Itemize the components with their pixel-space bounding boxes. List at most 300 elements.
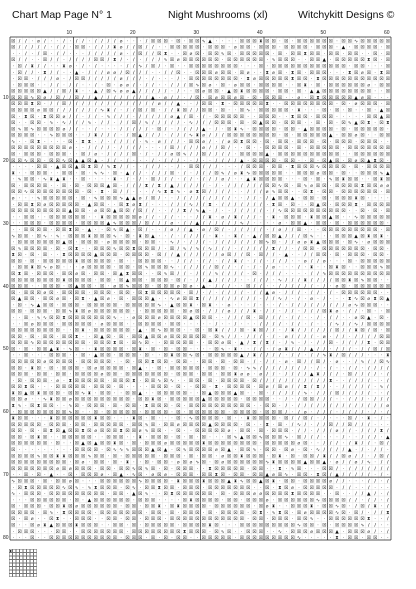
stitch-cell: ·	[158, 215, 160, 221]
stitch-cell: ·	[272, 139, 275, 145]
stitch-cell: ·	[291, 190, 294, 196]
stitch-cell: ☒	[112, 378, 117, 384]
stitch-cell: ☒	[284, 190, 289, 196]
stitch-cell: ☒	[68, 435, 73, 441]
stitch-cell: ∿	[17, 177, 22, 183]
stitch-cell: ·	[183, 139, 186, 145]
stitch-cell: ·	[114, 297, 116, 303]
stitch-cell: ☒	[61, 466, 67, 472]
stitch-cell: ☒	[176, 473, 181, 479]
stitch-cell: ☒	[246, 165, 251, 171]
stitch-cell: ⌀	[253, 492, 256, 498]
stitch-cell: ·	[374, 309, 376, 315]
stitch-cell: ·	[177, 485, 180, 491]
stitch-cell: ☒	[163, 435, 168, 441]
stitch-cell: ·	[69, 297, 72, 303]
stitch-cell: ·	[88, 385, 91, 391]
stitch-cell: ☒	[80, 221, 86, 227]
stitch-cell: ☒	[195, 479, 200, 485]
stitch-cell: /	[234, 290, 237, 296]
stitch-cell: ⧗	[100, 190, 104, 196]
stitch-cell: ☒	[36, 492, 41, 498]
stitch-cell: ☒	[182, 523, 187, 529]
stitch-cell: ·	[120, 504, 122, 510]
stitch-cell: ☒	[227, 416, 232, 422]
stitch-cell: ⧗	[316, 473, 320, 479]
stitch-cell: ·	[374, 315, 376, 321]
stitch-cell: ☒	[42, 341, 47, 347]
stitch-cell: ☒	[379, 271, 384, 277]
stitch-cell: ⌀	[68, 146, 72, 152]
stitch-cell: ☒	[138, 334, 143, 340]
stitch-cell: ☒	[74, 77, 79, 83]
stitch-cell: ·	[368, 177, 370, 183]
stitch-cell: ·	[107, 460, 110, 466]
stitch-cell: ☒	[23, 360, 28, 366]
stitch-cell: ·	[171, 435, 173, 441]
stitch-cell: ·	[380, 529, 383, 535]
stitch-cell: ☒	[188, 397, 194, 403]
stitch-cell: ☒	[334, 139, 340, 145]
stitch-cell: ☒	[296, 510, 301, 516]
stitch-cell: ☒	[182, 360, 187, 366]
stitch-cell: ⧗	[30, 366, 34, 372]
stitch-cell: ⧗	[144, 404, 149, 410]
stitch-cell: ·	[82, 133, 84, 139]
stitch-cell: ☒	[138, 315, 143, 321]
stitch-cell: ·	[228, 347, 230, 353]
stitch-cell: ⧗	[94, 347, 98, 353]
stitch-cell: ☒	[188, 77, 194, 83]
stitch-cell: ☒	[360, 290, 365, 296]
stitch-cell: ·	[374, 83, 376, 89]
stitch-cell: /	[82, 102, 84, 108]
stitch-cell: /	[139, 177, 141, 183]
stitch-cell: /	[209, 190, 211, 196]
stitch-cell: ⌀	[348, 303, 352, 309]
stitch-cell: ☒	[11, 152, 16, 158]
stitch-cell: ☒	[23, 102, 28, 108]
stitch-cell: ·	[260, 139, 262, 145]
stitch-cell: /	[25, 58, 27, 64]
stitch-cell: ☒	[23, 441, 28, 447]
stitch-cell: ·	[12, 303, 14, 309]
stitch-cell: ☒	[271, 410, 276, 416]
stitch-cell: ☒	[131, 536, 136, 542]
stitch-cell: ·	[82, 51, 84, 57]
stitch-cell: ☒	[106, 227, 111, 233]
stitch-cell: ☒	[252, 460, 257, 466]
stitch-cell: ☒	[55, 278, 60, 284]
stitch-cell: ⌀	[272, 290, 275, 296]
stitch-cell: ⌀	[234, 95, 237, 101]
stitch-cell: ☒	[379, 315, 384, 321]
stitch-cell: /	[113, 39, 116, 45]
stitch-cell: ▲	[379, 114, 384, 120]
stitch-cell: ☒	[360, 89, 365, 95]
stitch-cell: ☒	[169, 441, 174, 447]
stitch-cell: /	[291, 385, 294, 391]
stitch-cell: /	[171, 95, 173, 101]
stitch-cell: ☒	[131, 448, 136, 454]
stitch-cell: ☒	[119, 309, 124, 315]
stitch-cell: ☒	[93, 303, 98, 309]
stitch-cell: ▲	[125, 196, 130, 202]
stitch-cell: ☒	[80, 253, 86, 259]
stitch-cell: /	[317, 259, 319, 265]
stitch-cell: ☒	[258, 454, 263, 460]
stitch-cell: ·	[323, 290, 326, 296]
stitch-cell: ☒	[30, 246, 35, 252]
stitch-cell: ☒	[182, 473, 187, 479]
stitch-cell: /	[291, 315, 294, 321]
stitch-cell: ☒	[290, 64, 295, 70]
stitch-cell: ☒	[17, 209, 22, 215]
stitch-cell: /	[266, 353, 268, 359]
stitch-cell: ⧗	[354, 202, 358, 208]
stitch-cell: ☒	[17, 378, 22, 384]
stitch-cell: ☒	[42, 466, 47, 472]
stitch-cell: ☒	[303, 102, 308, 108]
stitch-cell: ☒	[87, 523, 92, 529]
stitch-cell: ⌀	[132, 315, 136, 321]
stitch-cell: ☒	[328, 39, 333, 45]
stitch-cell: /	[221, 152, 224, 158]
stitch-cell: ☒	[303, 448, 308, 454]
stitch-cell: ☒	[55, 114, 60, 120]
stitch-cell: /	[139, 121, 141, 127]
stitch-cell: ☒	[201, 517, 206, 523]
stitch-cell: ☒	[182, 366, 187, 372]
stitch-cell: ·	[202, 51, 205, 57]
stitch-cell: /	[355, 378, 357, 384]
stitch-cell: ·	[50, 253, 53, 259]
stitch-cell: /	[94, 70, 97, 76]
stitch-cell: ☒	[125, 485, 130, 491]
stitch-cell: /	[209, 259, 211, 265]
stitch-cell: ⌀	[68, 479, 72, 485]
stitch-cell: ☒	[176, 39, 181, 45]
stitch-cell: ·	[164, 297, 167, 303]
stitch-cell: ·	[310, 410, 313, 416]
stitch-cell: ☒	[201, 536, 206, 542]
stitch-cell: ☒	[61, 202, 67, 208]
stitch-cell: ☒	[341, 510, 346, 516]
stitch-cell: ·	[342, 240, 345, 246]
stitch-cell: ·	[190, 360, 192, 366]
stitch-cell: /	[190, 265, 192, 271]
stitch-cell: /	[285, 227, 288, 233]
stitch-cell: /	[171, 209, 173, 215]
stitch-cell: ·	[298, 448, 300, 454]
stitch-cell: /	[94, 51, 97, 57]
stitch-cell: ☒	[201, 70, 206, 76]
stitch-cell: ☒	[201, 422, 206, 428]
stitch-cell: ·	[196, 322, 199, 328]
stitch-cell: /	[215, 278, 218, 284]
stitch-cell: ☒	[68, 504, 73, 510]
stitch-cell: ☒	[17, 334, 22, 340]
stitch-cell: ·	[361, 51, 364, 57]
stitch-cell: /	[145, 64, 148, 70]
stitch-cell: ∿	[138, 479, 143, 485]
row-number: 40	[3, 283, 9, 290]
stitch-cell: /	[272, 341, 275, 347]
stitch-cell: ·	[25, 309, 27, 315]
stitch-cell: ☒	[360, 127, 365, 133]
stitch-cell: ☒	[74, 190, 79, 196]
stitch-cell: ☒	[138, 448, 143, 454]
stitch-cell: ☒	[49, 297, 54, 303]
stitch-cell: ·	[380, 51, 383, 57]
stitch-cell: ☒	[220, 64, 225, 70]
stitch-cell: ☒	[271, 517, 276, 523]
stitch-cell: ·	[298, 253, 300, 259]
stitch-cell: /	[209, 133, 211, 139]
stitch-cell: ☒	[214, 366, 219, 372]
stitch-cell: ⌀	[164, 334, 167, 340]
stitch-cell: ☒	[309, 39, 314, 45]
stitch-cell: ·	[285, 271, 287, 277]
stitch-cell: ·	[18, 498, 21, 504]
stitch-cell: ·	[190, 385, 192, 391]
stitch-cell: ☒	[214, 353, 219, 359]
stitch-cell: /	[291, 240, 294, 246]
stitch-cell: /	[202, 246, 205, 252]
stitch-cell: /	[304, 253, 307, 259]
stitch-cell: ☒	[188, 290, 194, 296]
stitch-cell: ☒	[207, 45, 213, 51]
stitch-cell: ·	[114, 259, 116, 265]
stitch-cell: ·	[171, 416, 173, 422]
stitch-cell: ☒	[176, 366, 181, 372]
stitch-cell: ☒	[106, 83, 111, 89]
stitch-cell: ·	[37, 297, 40, 303]
stitch-cell: ☒	[176, 529, 181, 535]
stitch-cell: ☒	[334, 108, 340, 114]
mini-map-cell	[16, 560, 19, 563]
stitch-cell: ·	[329, 202, 332, 208]
stitch-cell: ∿	[220, 334, 225, 340]
stitch-cell: ▲	[144, 334, 149, 340]
stitch-cell: ·	[380, 479, 383, 485]
stitch-cell: ☒	[239, 510, 244, 516]
stitch-cell: ☒	[100, 347, 105, 353]
stitch-cell: ☒	[239, 441, 244, 447]
stitch-cell: ·	[152, 253, 154, 259]
stitch-cell: ▲	[106, 221, 111, 227]
stitch-cell: /	[342, 341, 345, 347]
stitch-cell: /	[387, 466, 389, 472]
stitch-cell: ☒	[93, 397, 98, 403]
stitch-cell: /	[25, 39, 27, 45]
stitch-cell: /	[348, 498, 351, 504]
stitch-cell: ⧗	[265, 341, 269, 347]
stitch-cell: ·	[126, 441, 129, 447]
stitch-cell: ☒	[93, 246, 98, 252]
stitch-cell: ·	[133, 259, 135, 265]
stitch-cell: ·	[323, 265, 326, 271]
stitch-cell: ☒	[322, 227, 327, 233]
stitch-cell: /	[190, 209, 192, 215]
stitch-cell: ∿	[303, 183, 308, 189]
stitch-cell: /	[69, 102, 72, 108]
stitch-cell: /	[247, 341, 249, 347]
stitch-cell: ·	[285, 83, 287, 89]
stitch-cell: ·	[310, 114, 313, 120]
stitch-cell: ☒	[163, 290, 168, 296]
stitch-cell: ⌀	[278, 227, 282, 233]
stitch-cell: ☒	[119, 328, 124, 334]
stitch-cell: ·	[196, 227, 199, 233]
stitch-cell: ☒	[36, 152, 41, 158]
stitch-cell: ☒	[49, 114, 54, 120]
stitch-cell: ·	[171, 479, 173, 485]
stitch-cell: ·	[126, 322, 129, 328]
stitch-cell: ·	[69, 353, 72, 359]
stitch-cell: /	[240, 202, 243, 208]
stitch-cell: ☒	[207, 58, 213, 64]
stitch-cell: ·	[133, 39, 135, 45]
stitch-cell: ·	[310, 366, 313, 372]
stitch-cell: ☒	[176, 322, 181, 328]
stitch-cell: ⧗	[11, 171, 15, 177]
stitch-cell: ☒	[119, 265, 124, 271]
stitch-cell: ☒	[227, 517, 232, 523]
stitch-cell: ·	[63, 517, 65, 523]
stitch-cell: ·	[336, 485, 338, 491]
stitch-cell: ☒	[258, 58, 263, 64]
stitch-cell: ☒	[11, 114, 16, 120]
stitch-cell: ·	[285, 177, 287, 183]
stitch-cell: ☒	[207, 366, 213, 372]
stitch-cell: /	[133, 70, 135, 76]
stitch-cell: ·	[63, 265, 65, 271]
stitch-cell: ☒	[100, 221, 105, 227]
stitch-cell: ·	[291, 253, 294, 259]
stitch-cell: ☒	[201, 303, 206, 309]
stitch-cell: ☒	[271, 404, 276, 410]
stitch-cell: ⌀	[56, 77, 60, 83]
stitch-cell: /	[253, 209, 256, 215]
stitch-cell: ·	[25, 498, 27, 504]
stitch-cell: ·	[266, 429, 268, 435]
stitch-cell: /	[310, 353, 313, 359]
stitch-cell: ☒	[220, 404, 225, 410]
stitch-cell: ·	[126, 51, 129, 57]
stitch-cell: ·	[18, 504, 21, 510]
stitch-cell: ·	[152, 460, 154, 466]
mini-map-cell	[16, 549, 19, 552]
stitch-cell: ☒	[11, 39, 16, 45]
stitch-cell: ·	[266, 215, 268, 221]
stitch-cell: ·	[279, 372, 281, 378]
stitch-cell: ☒	[87, 303, 92, 309]
stitch-cell: ☒	[36, 146, 41, 152]
stitch-cell: ☒	[11, 435, 16, 441]
stitch-cell: /	[323, 378, 326, 384]
stitch-cell: ·	[374, 517, 376, 523]
stitch-cell: /	[133, 209, 135, 215]
stitch-cell: ∿	[144, 466, 149, 472]
stitch-cell: ☒	[290, 504, 295, 510]
stitch-cell: ☒	[322, 202, 327, 208]
stitch-cell: /	[317, 429, 319, 435]
stitch-cell: ·	[114, 385, 116, 391]
stitch-cell: ∿	[366, 460, 371, 466]
stitch-cell: ☒	[138, 454, 143, 460]
stitch-cell: ·	[133, 158, 135, 164]
stitch-cell: ·	[139, 83, 141, 89]
stitch-cell: ·	[164, 303, 167, 309]
stitch-cell: ☒	[207, 102, 213, 108]
stitch-cell: /	[367, 473, 370, 479]
stitch-cell: ·	[37, 397, 40, 403]
stitch-cell: ⧗	[30, 102, 34, 108]
stitch-cell: ☒	[373, 227, 378, 233]
stitch-cell: /	[177, 121, 180, 127]
stitch-cell: ☒	[74, 454, 79, 460]
stitch-cell: ☒	[182, 51, 187, 57]
stitch-cell: ☒	[125, 246, 130, 252]
stitch-cell: ☒	[11, 209, 16, 215]
stitch-cell: ☒	[144, 378, 149, 384]
stitch-cell: ☒	[328, 485, 333, 491]
stitch-cell: ☒	[157, 360, 162, 366]
stitch-cell: ·	[368, 410, 370, 416]
stitch-cell: ☒	[30, 108, 35, 114]
stitch-cell: /	[56, 58, 59, 64]
stitch-cell: ☒	[61, 152, 67, 158]
stitch-cell: ·	[355, 448, 357, 454]
stitch-cell: ·	[69, 177, 72, 183]
stitch-cell: /	[374, 360, 376, 366]
stitch-cell: /	[101, 51, 103, 57]
stitch-cell: ·	[342, 158, 345, 164]
stitch-cell: ☒	[366, 322, 371, 328]
stitch-cell: /	[215, 322, 218, 328]
stitch-cell: ·	[342, 108, 345, 114]
stitch-cell: ☒	[360, 133, 365, 139]
stitch-cell: ☒	[347, 221, 352, 227]
stitch-cell: /	[145, 114, 148, 120]
stitch-cell: ☒	[258, 397, 263, 403]
stitch-cell: /	[342, 404, 345, 410]
stitch-cell: ▲	[74, 284, 79, 290]
stitch-cell: /	[228, 246, 230, 252]
stitch-cell: ·	[342, 536, 345, 542]
stitch-cell: /	[361, 422, 364, 428]
stitch-cell: ☒	[322, 466, 327, 472]
stitch-cell: ·	[361, 165, 364, 171]
stitch-cell: ☒	[195, 397, 200, 403]
stitch-cell: /	[272, 315, 275, 321]
stitch-cell: ☒	[23, 328, 28, 334]
stitch-cell: ·	[25, 404, 27, 410]
stitch-cell: ☒	[252, 441, 257, 447]
stitch-cell: ☒	[341, 171, 346, 177]
stitch-cell: ☒	[296, 114, 301, 120]
stitch-cell: ☒	[176, 441, 181, 447]
stitch-cell: ∿	[170, 378, 174, 384]
stitch-cell: ☒	[252, 51, 257, 57]
stitch-cell: ☒	[30, 510, 35, 516]
stitch-cell: ·	[88, 196, 91, 202]
stitch-cell: ·	[374, 473, 376, 479]
stitch-cell: ☒	[315, 127, 321, 133]
stitch-cell: ·	[139, 517, 141, 523]
stitch-cell: ☒	[334, 523, 340, 529]
